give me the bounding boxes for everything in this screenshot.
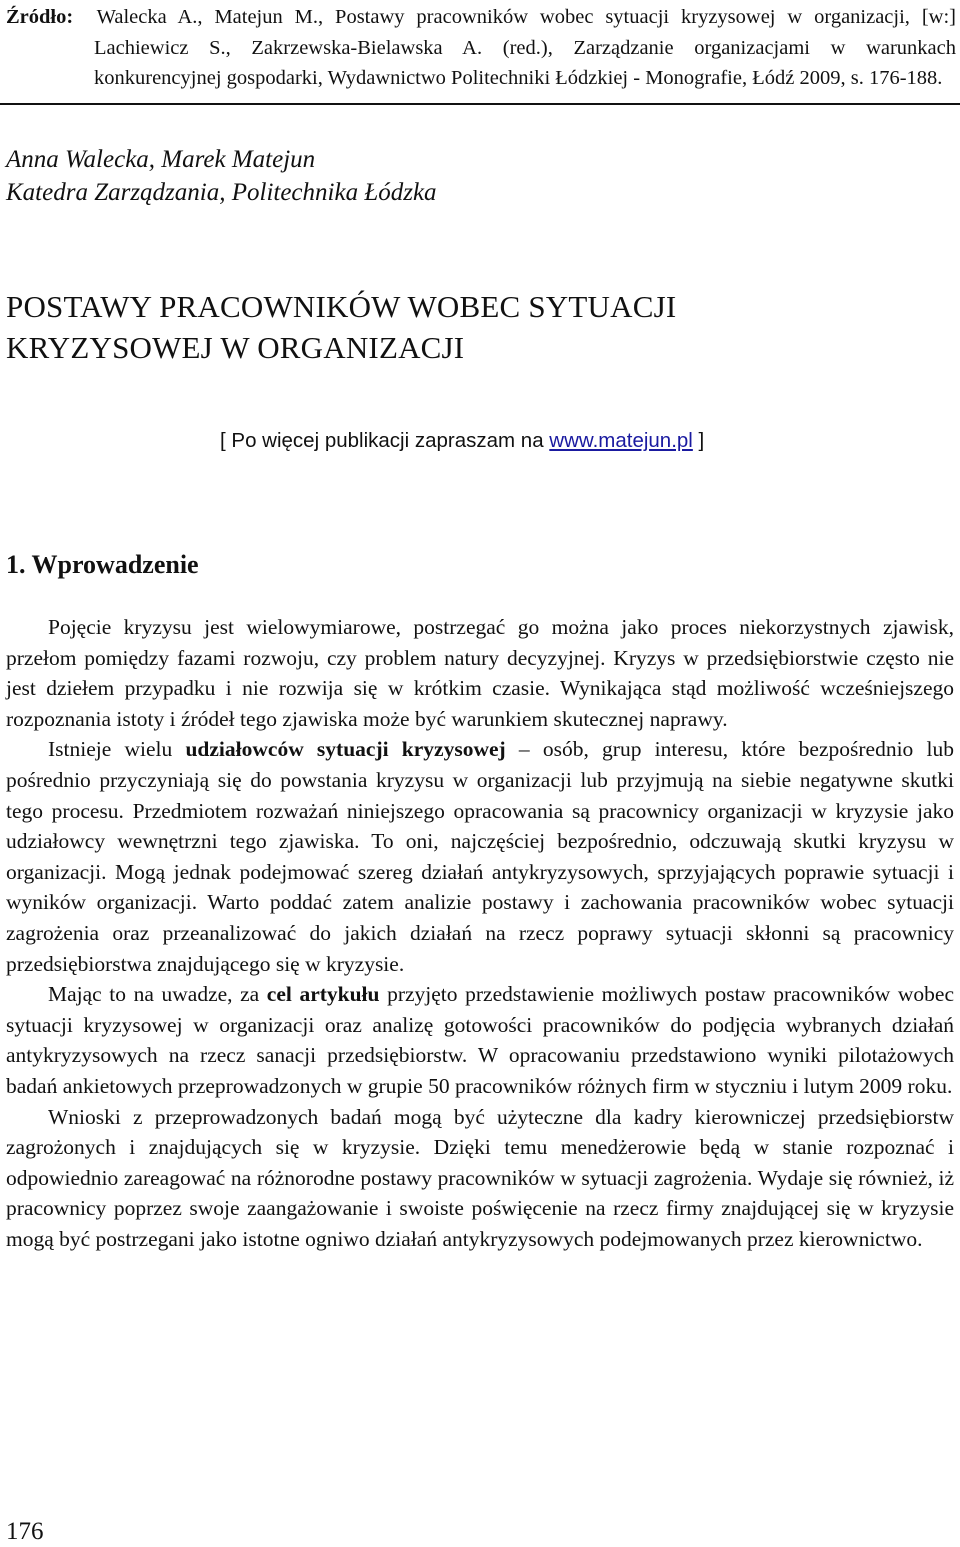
more-publications-suffix: ] [692, 429, 705, 452]
source-reference: Walecka A., Matejun M., Postawy pracowników wobec sytuacji kryzysowej w organizacji, [w:] Lachiewicz S., Zakrzewska-Bielawska A. (red.), Zarządzanie organizacjami w warunkach konkurencyjnej gospodarki, Wydawnictwo Politechniki Łódzkiej - Monografie, Łódź 2009, s. 176-188. [94, 6, 956, 89]
paragraph-3-emphasis: cel artykułu [266, 982, 380, 1007]
paragraph-2 [6, 734, 954, 979]
paragraph-3 [6, 979, 954, 1101]
website-link[interactable]: www.matejun.pl [549, 429, 693, 452]
body-text [6, 612, 954, 1254]
author-affiliation: Katedra Zarządzania, Politechnika Łódzka [6, 179, 437, 206]
paragraph-2-emphasis: udziałowców sytuacji kryzysowej [185, 737, 506, 762]
paragraph-2-rest: – osób, grup interesu, które bezpośrednio lub pośrednio przyczyniają się do powstania kryzysu w organizacji lub przyjmują na siebie negatywne skutki tego procesu. Przedmiotem rozważań niniejszego opracowania są pracownicy organizacji w kryzysie jako udziałowcy wewnętrzni tego zjawiska. To oni, najczęściej bezpośrednio, odczuwają skutki kryzysu w organizacji. Mogą jednak podejmować szereg działań antykryzysowych, sprzyjających poprawie sytuacji i wyników organizacji. Warto poddać zatem analizie postawy i zachowania pracowników wobec sytuacji zagrożenia oraz przeanalizować do jakich działań na rzecz poprawy sytuacji skłonni są pracownicy przedsiębiorstwa znajdującego się w kryzysie. [6, 737, 954, 976]
paragraph-2-start: Istnieje wielu [48, 737, 186, 762]
source-citation [6, 2, 956, 94]
paragraph-1: Pojęcie kryzysu jest wielowymiarowe, postrzegać go można jako proces niekorzystnych zjawisk, przełom pomiędzy fazami rozwoju, czy problem natury decyzyjnej. Kryzys w przedsiębiorstwie często nie jest dziełem przypadku i nie rozwija się w krótkim czasie. Wynikająca stąd możliwość wcześniejszego rozpoznania istoty i źródeł tego zjawiska może być warunkiem skutecznej naprawy. [6, 615, 954, 731]
paragraph-3-start: Mając to na uwadze, za [48, 982, 267, 1007]
author-names: Anna Walecka, Marek Matejun [6, 146, 316, 173]
article-title-line-2: KRYZYSOWEJ W ORGANIZACJI [6, 330, 465, 365]
more-publications-note [220, 426, 704, 456]
page-number: 176 [6, 1518, 44, 1545]
paragraph-3-rest: przyjęto przedstawienie możliwych postaw pracowników wobec sytuacji kryzysowej w organizacji oraz analizę gotowości pracowników do podjęcia wybranych działań antykryzysowych na rzecz sanacji przedsiębiorstw. W opracowaniu przedstawiono wyniki pilotażowych badań ankietowych przeprowadzonych w grupie 50 pracowników różnych firm w styczniu i lutym 2009 roku. [6, 982, 954, 1098]
more-publications-prefix: [ Po więcej publikacji zapraszam na [220, 429, 550, 452]
source-label: Źródło: [6, 6, 74, 28]
header-divider [0, 103, 960, 105]
article-title [6, 286, 676, 368]
paragraph-4: Wnioski z przeprowadzonych badań mogą być użyteczne dla kadry kierowniczej przedsiębiorstw zagrożonych i znajdujących się w kryzysie. Dzięki temu menedżerowie będą w stanie rozpoznać i odpowiednio zareagować na różnorodne postawy pracowników w sytuacji zagrożenia. Wydaje się również, iż pracownicy poprzez swoje zaangażowanie i swoiste poświęcenie na rzecz firmy znajdującej się w kryzysie mogą być postrzegani jako istotne ogniwo działań antykryzysowych podejmowanych przez kierownictwo. [6, 1104, 954, 1251]
section-heading: 1. Wprowadzenie [6, 550, 199, 579]
source-citation-text [6, 2, 956, 94]
author-block [6, 143, 437, 209]
article-title-line-1: POSTAWY PRACOWNIKÓW WOBEC SYTUACJI [6, 289, 677, 324]
